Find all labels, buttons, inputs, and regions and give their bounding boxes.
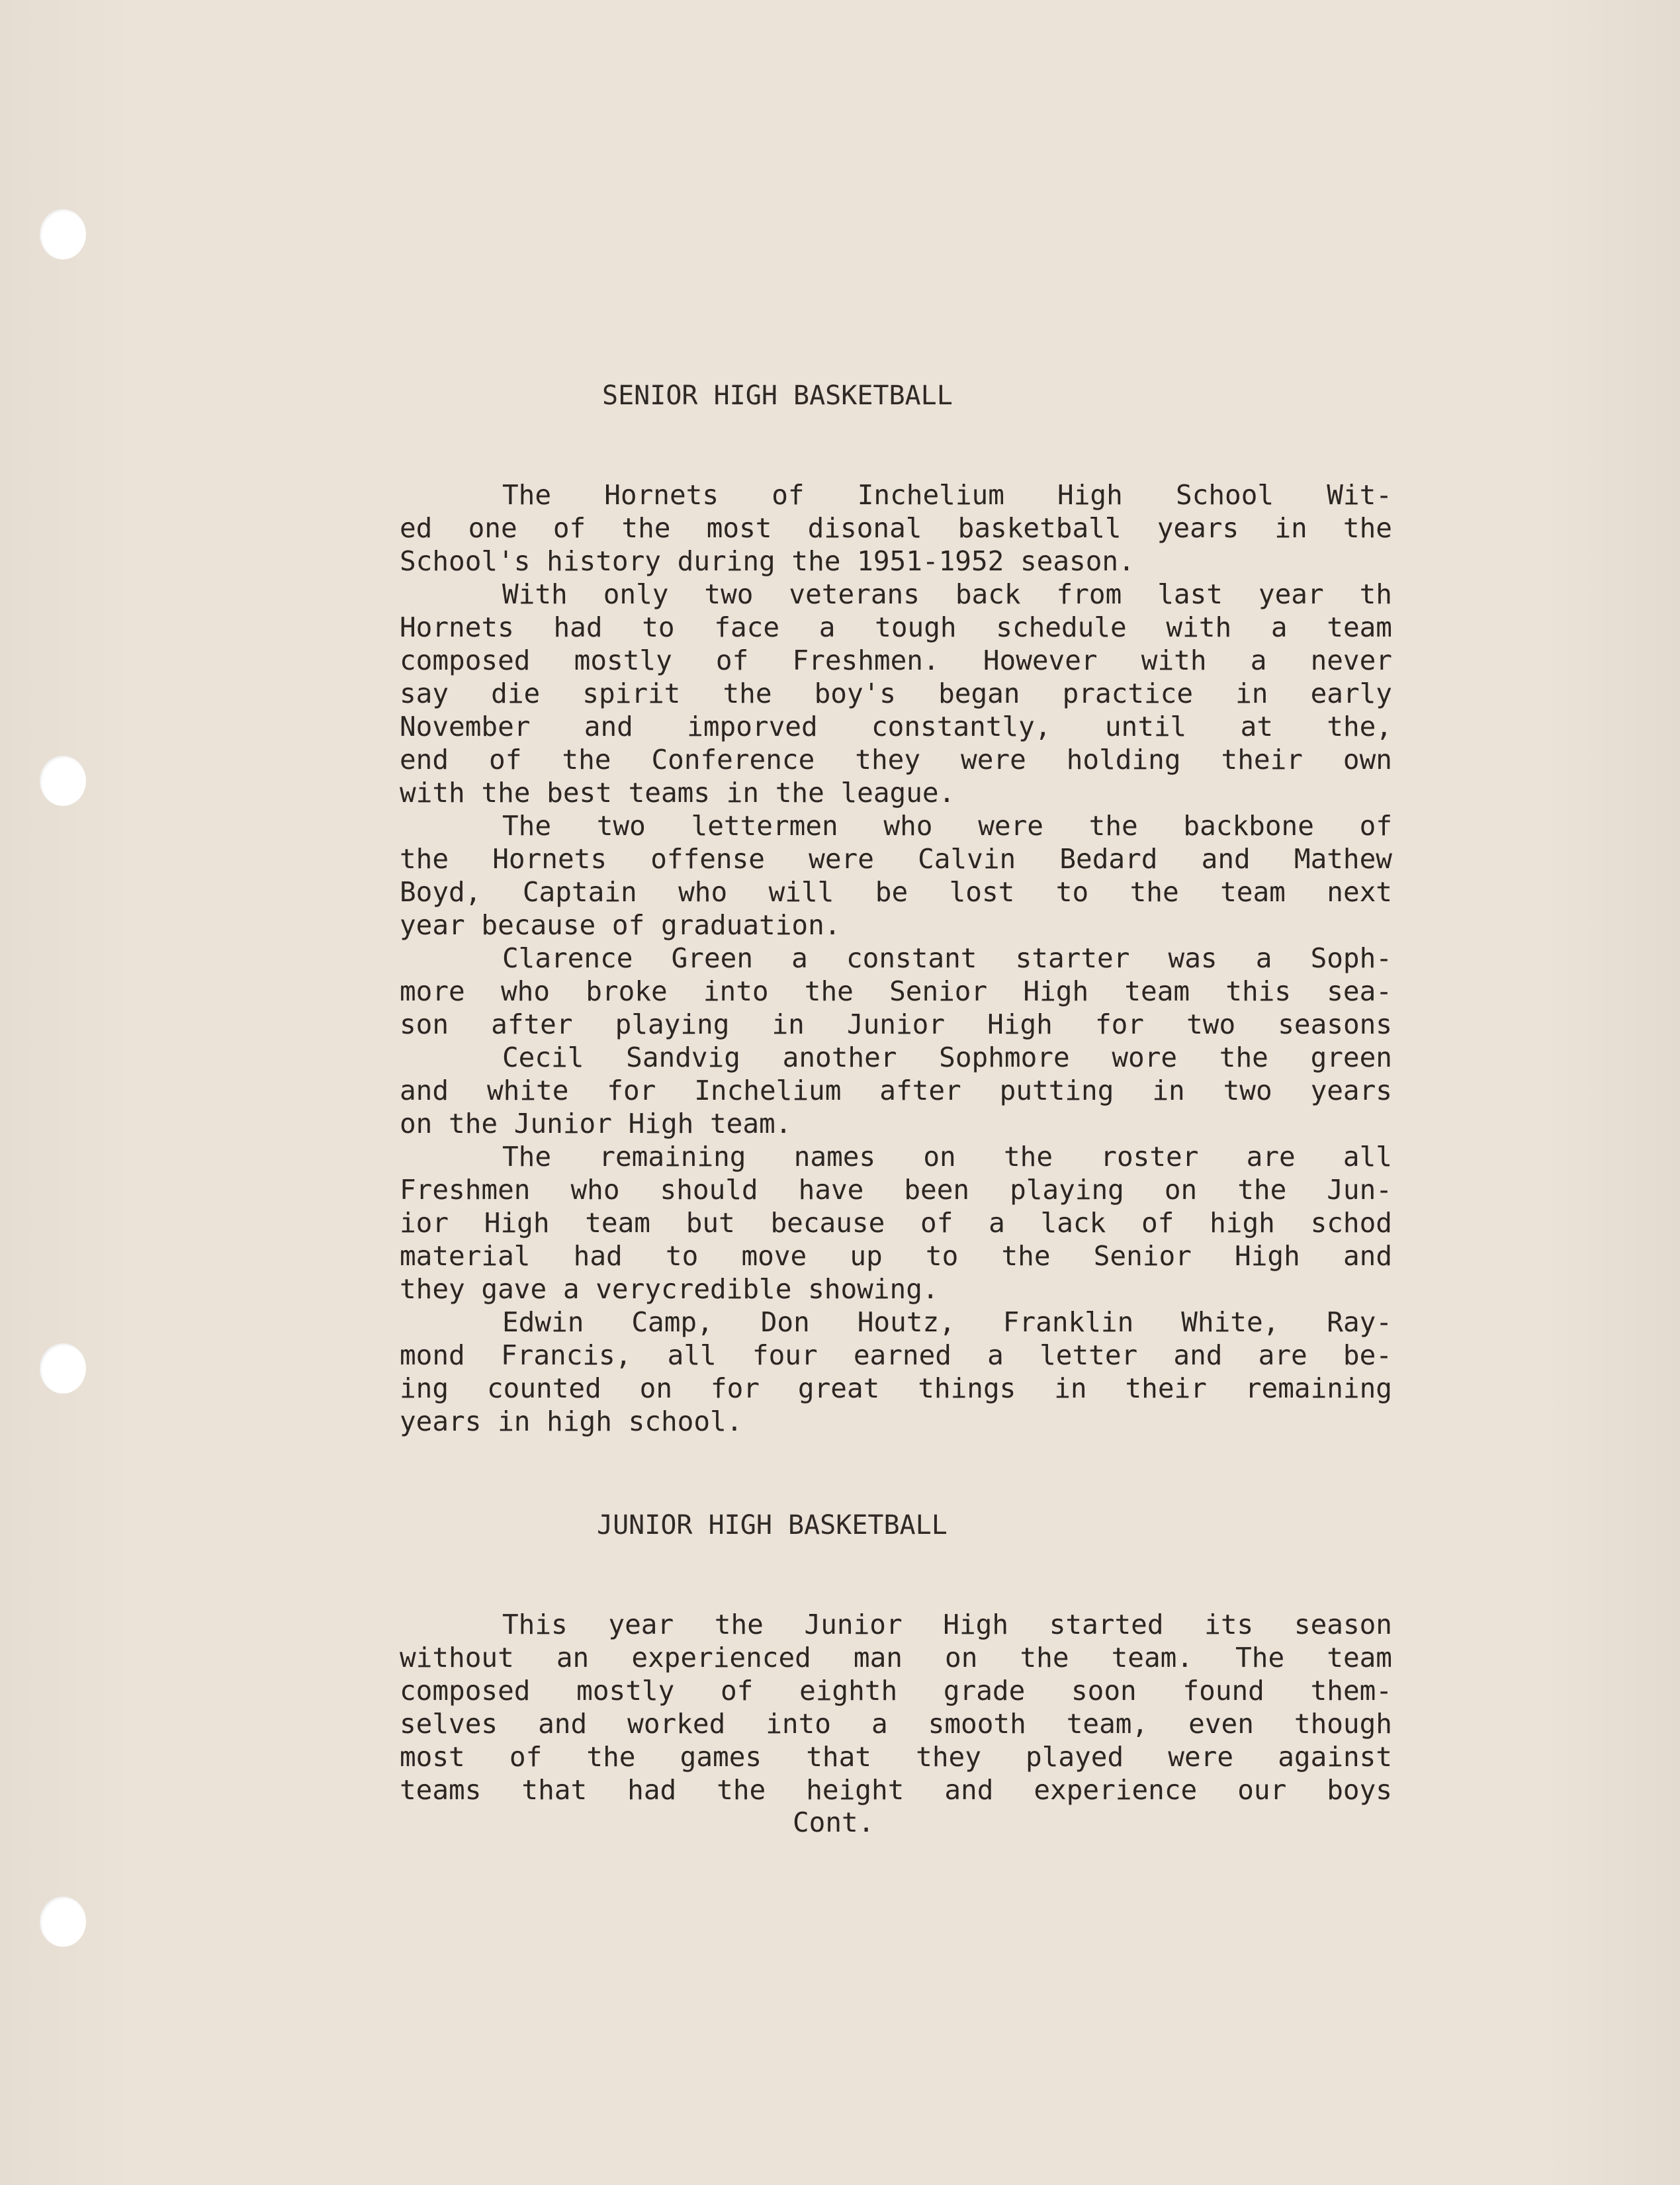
text-line: they gave a verycredible showing. xyxy=(400,1273,939,1305)
text-line: year because of graduation. xyxy=(400,909,841,941)
text-line: on the Junior High team. xyxy=(400,1108,792,1139)
text-line: The remaining names on the roster are all xyxy=(502,1141,1392,1173)
text-line: the Hornets offense were Calvin Bedard and Mathew xyxy=(400,843,1392,875)
text-line: Cecil Sandvig another Sophmore wore the green xyxy=(502,1042,1392,1073)
text-line: School's history during the 1951-1952 season. xyxy=(400,545,1135,577)
junior-high-heading: JUNIOR HIGH BASKETBALL xyxy=(597,1510,948,1540)
text-line: This year the Junior High started its season xyxy=(502,1609,1392,1640)
text-line: material had to move up to the Senior High and xyxy=(400,1240,1392,1272)
senior-high-heading: SENIOR HIGH BASKETBALL xyxy=(602,380,953,411)
text-line: composed mostly of Freshmen. However with a never xyxy=(400,645,1392,676)
text-line: Boyd, Captain who will be lost to the team next xyxy=(400,876,1392,908)
senior-high-body xyxy=(400,478,1392,1438)
text-line: Hornets had to face a tough schedule with a team xyxy=(400,611,1392,643)
text-line: Edwin Camp, Don Houtz, Franklin White, Ray- xyxy=(502,1306,1392,1338)
text-line: more who broke into the Senior High team this sea- xyxy=(400,975,1392,1007)
punch-hole-middle xyxy=(40,756,86,806)
text-line: ing counted on for great things in their remaining xyxy=(400,1372,1392,1404)
text-line: years in high school. xyxy=(400,1405,743,1437)
text-line: without an experienced man on the team. The team xyxy=(400,1642,1392,1673)
text-line: and white for Inchelium after putting in two years xyxy=(400,1075,1392,1106)
text-line: son after playing in Junior High for two seasons xyxy=(400,1008,1392,1040)
continued-note: Cont. xyxy=(793,1806,875,1838)
punch-hole-lower xyxy=(40,1343,86,1394)
text-line: ed one of the most disonal basketball years in the xyxy=(400,512,1392,544)
text-line: selves and worked into a smooth team, even though xyxy=(400,1708,1392,1740)
text-line: composed mostly of eighth grade soon found them- xyxy=(400,1675,1392,1707)
text-line: ior High team but because of a lack of high schod xyxy=(400,1207,1392,1239)
text-line: teams that had the height and experience our boys xyxy=(400,1774,1392,1806)
text-line: mond Francis, all four earned a letter and are be- xyxy=(400,1339,1392,1371)
text-line: Freshmen who should have been playing on the Jun- xyxy=(400,1174,1392,1206)
text-line: The Hornets of Inchelium High School Wit- xyxy=(502,479,1392,511)
junior-high-body xyxy=(400,1608,1392,1806)
text-line: November and imporved constantly, until at the, xyxy=(400,711,1392,742)
text-line: Clarence Green a constant starter was a Soph- xyxy=(502,942,1392,974)
punch-hole-top xyxy=(40,209,86,259)
text-line: The two lettermen who were the backbone of xyxy=(502,810,1392,842)
text-line: end of the Conference they were holding their own xyxy=(400,744,1392,776)
text-line: say die spirit the boy's began practice in early xyxy=(400,678,1392,709)
text-line: with the best teams in the league. xyxy=(400,777,955,809)
text-line: With only two veterans back from last year th xyxy=(502,578,1392,610)
punch-hole-bottom xyxy=(40,1896,86,1947)
text-line: most of the games that they played were against xyxy=(400,1741,1392,1773)
